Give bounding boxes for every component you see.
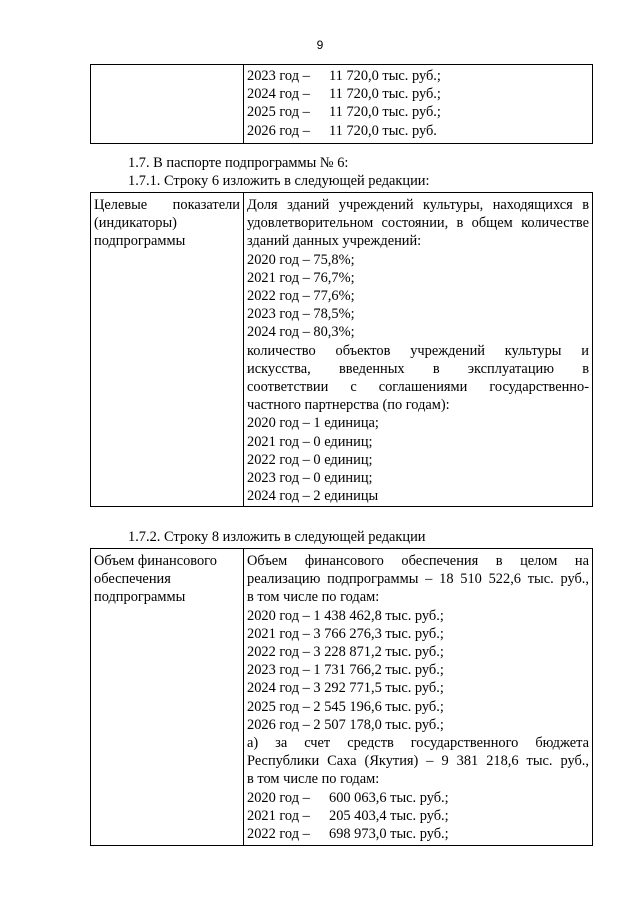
object-value: 2023 год – 0 единиц;: [247, 470, 373, 487]
indicators-value-cell: [244, 193, 593, 507]
share-value: 2021 год – 76,7%;: [247, 269, 355, 286]
finance-year-value: 2020 год – 1 438 462,8 тыс. руб.;: [247, 607, 444, 624]
finance-text: а) за счет средств государственного бюджета: [247, 735, 589, 752]
indicators-label-cell: Целевые показатели (индикаторы) подпрограммы: [91, 193, 244, 507]
indicator-text: частного партнерства (по годам):: [247, 397, 450, 414]
indicator-text: удовлетворительном состоянии, в общем количестве: [247, 215, 589, 232]
finance-text: Объем финансового обеспечения в целом на: [247, 553, 589, 569]
table-top-row: 2026 год – 11 720,0 тыс. руб.: [247, 122, 437, 139]
finance-text: в том числе по годам:: [247, 589, 380, 606]
indicators-label: Целевые: [94, 197, 148, 213]
finance-year-value: 2021 год – 3 766 276,3 тыс. руб.;: [247, 625, 444, 642]
table-finance: [90, 548, 593, 846]
paragraph-1-7: 1.7. В паспорте подпрограммы № 6:: [128, 155, 349, 171]
indicator-text: Доля зданий учреждений культуры, находящихся в: [247, 197, 589, 213]
share-value: 2020 год – 75,8%;: [247, 251, 355, 268]
budget-row: 2022 год – 698 973,0 тыс. руб.;: [247, 826, 449, 843]
object-value: 2024 год – 2 единицы: [247, 488, 379, 505]
budget-row: 2021 год – 205 403,4 тыс. руб.;: [247, 807, 449, 824]
finance-year-value: 2022 год – 3 228 871,2 тыс. руб.;: [247, 644, 444, 661]
page-number: 9: [316, 38, 324, 52]
share-value: 2024 год – 80,3%;: [247, 324, 355, 341]
indicator-text: соответствии с соглашениями государственно-: [247, 379, 589, 396]
table-top-continuation: [90, 64, 593, 144]
object-value: 2022 год – 0 единиц;: [247, 451, 373, 468]
finance-year-value: 2024 год – 3 292 771,5 тыс. руб.;: [247, 680, 444, 697]
finance-year-value: 2025 год – 2 545 196,6 тыс. руб.;: [247, 698, 444, 715]
table-top-right-cell: [244, 65, 593, 144]
finance-year-value: 2026 год – 2 507 178,0 тыс. руб.;: [247, 716, 444, 733]
finance-text: Республики Саха (Якутия) – 9 381 218,6 тыс. руб.,: [247, 753, 589, 770]
table-top-left-cell: [91, 65, 244, 144]
finance-label: Объем финансового: [94, 553, 217, 569]
finance-value-cell: [244, 549, 593, 846]
table-top-row: 2025 год – 11 720,0 тыс. руб.;: [247, 104, 441, 121]
indicator-text: зданий данных учреждений:: [247, 233, 422, 250]
indicator-text: количество объектов учреждений культуры и: [247, 342, 589, 359]
indicator-text: искусства, введенных в эксплуатацию в: [247, 360, 589, 377]
finance-label-cell: Объем финансового обеспечения подпрограммы: [91, 549, 244, 846]
table-top-row: 2024 год – 11 720,0 тыс. руб.;: [247, 86, 441, 103]
object-value: 2020 год – 1 единица;: [247, 415, 379, 432]
table-top-row: 2023 год – 11 720,0 тыс. руб.;: [247, 68, 441, 84]
finance-year-value: 2023 год – 1 731 766,2 тыс. руб.;: [247, 662, 444, 679]
table-indicators: [90, 192, 593, 507]
share-value: 2022 год – 77,6%;: [247, 288, 355, 305]
object-value: 2021 год – 0 единиц;: [247, 433, 373, 450]
finance-text: реализацию подпрограммы – 18 510 522,6 тыс. руб.,: [247, 571, 589, 588]
budget-row: 2020 год – 600 063,6 тыс. руб.;: [247, 789, 449, 806]
paragraph-1-7-1: 1.7.1. Строку 6 изложить в следующей редакции:: [128, 173, 430, 189]
finance-text: в том числе по годам:: [247, 771, 380, 788]
share-value: 2023 год – 78,5%;: [247, 306, 355, 323]
paragraph-1-7-2: 1.7.2. Строку 8 изложить в следующей редакции: [128, 529, 426, 545]
